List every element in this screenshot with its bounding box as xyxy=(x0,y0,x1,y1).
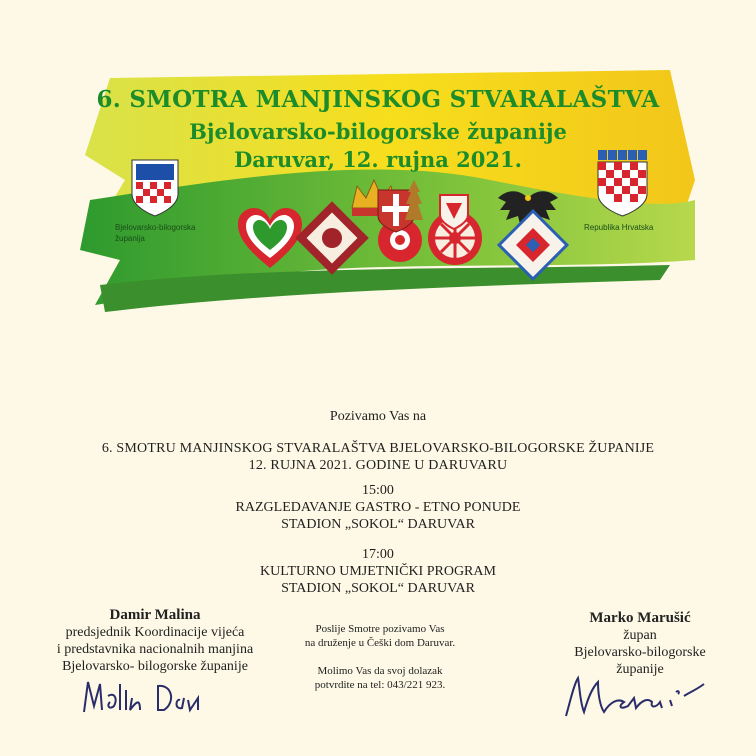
handwritten-signature-left xyxy=(80,676,210,720)
schedule-place: STADION „SOKOL“ DARUVAR xyxy=(281,517,475,532)
coat-arms-small-icon xyxy=(440,195,468,229)
schedule-time: 15:00 xyxy=(362,483,394,498)
event-title xyxy=(0,440,756,474)
signatory-right xyxy=(545,610,735,678)
note-line: na druženje u Češki dom Daruvar. xyxy=(304,637,456,649)
schedule-item xyxy=(0,546,756,597)
schedule-activity: KULTURNO UMJETNIČKI PROGRAM xyxy=(260,564,496,579)
event-title-line2: 12. RUJNA 2021. GODINE U DARUVARU xyxy=(248,458,508,473)
signatory-role: Bjelovarsko- bilogorske županije xyxy=(62,659,248,674)
note-line: potvrdite na tel: 043/221 923. xyxy=(314,679,446,691)
right-arms-label: Republika Hrvatska xyxy=(584,223,654,232)
banner-title: 6. SMOTRA MANJINSKOG STVARALAŠTVA xyxy=(96,86,660,113)
schedule-activity: RAZGLEDAVANJE GASTRO - ETNO PONUDE xyxy=(235,500,521,515)
note-line: Poslije Smotre pozivamo Vas xyxy=(315,623,445,635)
schedule-place: STADION „SOKOL“ DARUVAR xyxy=(281,581,475,596)
event-title-line1: 6. SMOTRU MANJINSKOG STVARALAŠTVA BJELOVARSKO-BILOGORSKE ŽUPANIJE xyxy=(101,441,655,456)
signatory-role: predsjednik Koordinacije vijeća xyxy=(65,625,245,640)
left-arms-label: Bjelovarsko-bilogorska županija xyxy=(115,223,196,243)
schedule-time: 17:00 xyxy=(362,547,394,562)
handwritten-signature-right xyxy=(560,672,710,722)
note-line: Molimo Vas da svoj dolazak xyxy=(317,665,443,677)
invitation-intro: Pozivamo Vas na xyxy=(329,409,427,424)
signatory-name: Damir Malina xyxy=(109,607,201,623)
signatory-role: županije xyxy=(616,662,664,677)
banner-date-place: Daruvar, 12. rujna 2021. xyxy=(234,147,522,172)
reception-note xyxy=(270,622,490,692)
signatory-role: župan xyxy=(623,628,657,643)
schedule-item xyxy=(0,482,756,533)
signatory-role: i predstavnika nacionalnih manjina xyxy=(56,642,254,657)
banner-subtitle: Bjelovarsko-bilogorske županije xyxy=(189,119,567,144)
signatory-role: Bjelovarsko-bilogorske xyxy=(574,645,706,660)
signatory-left xyxy=(20,607,290,675)
signatory-name: Marko Marušić xyxy=(589,610,691,626)
